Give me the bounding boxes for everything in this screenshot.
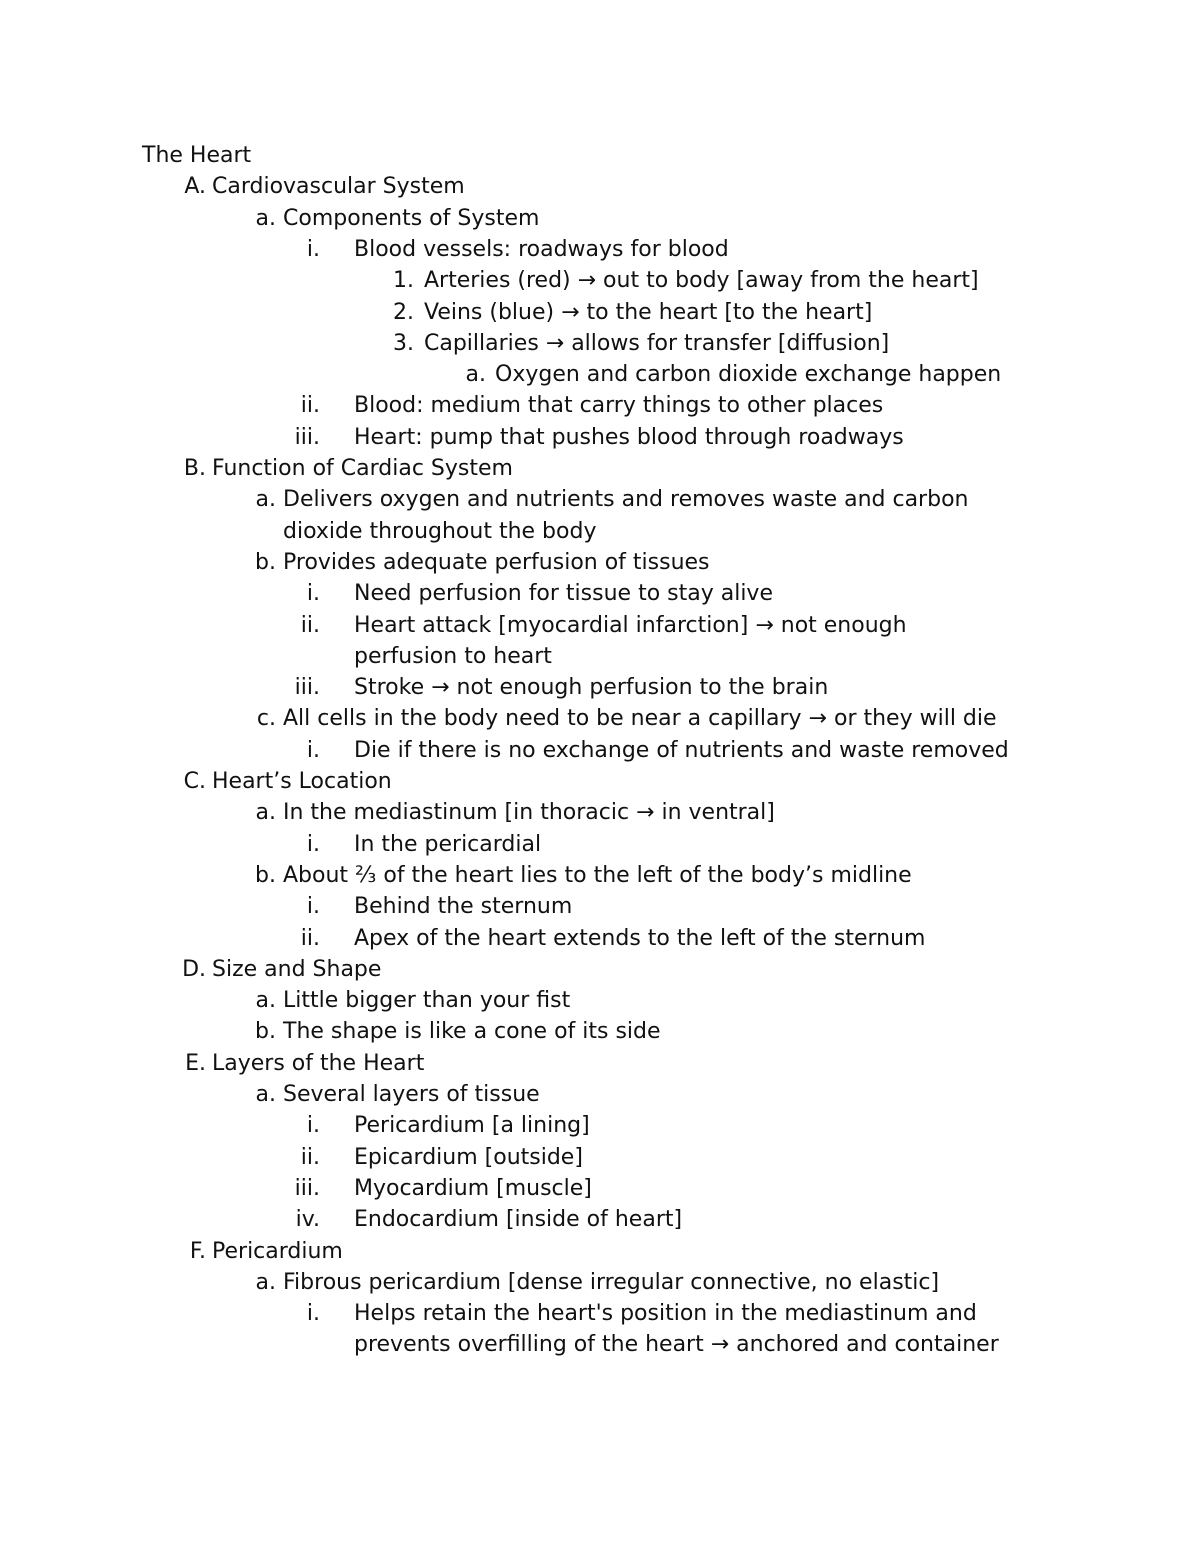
list-marker: i. [306,737,320,763]
outline-line [0,923,1200,954]
outline-line [0,703,1200,734]
list-marker: iii. [294,424,320,450]
outline-line [0,1236,1200,1267]
outline-line [0,203,1200,234]
outline-item-text: Endocardium [inside of heart] [354,1207,683,1233]
list-marker: b. [255,549,276,575]
outline-line [0,891,1200,922]
outline-item-text: In the mediastinum [in thoracic → in ventral] [283,800,775,826]
outline-line [0,672,1200,703]
outline-item-text: About ⅔ of the heart lies to the left of the body’s midline [283,862,912,888]
list-marker: a. [255,1082,276,1107]
list-marker: 2. [393,299,414,325]
outline-item-text: In the pericardial [354,831,542,857]
outline-line [0,390,1200,421]
outline-line [0,1298,1200,1329]
outline-item-text: Arteries (red) → out to body [away from the heart] [424,268,979,294]
outline-line [0,328,1200,359]
outline-item-text: Pericardium [a lining] [354,1113,590,1139]
list-marker: i. [306,1301,320,1327]
outline-item-text: Capillaries → allows for transfer [diffusion] [424,330,890,356]
outline-line [0,1267,1200,1298]
list-marker: 1. [393,268,414,294]
list-marker: b. [255,862,276,888]
outline-item-text: perfusion to heart [354,643,552,669]
outline-item-text: Function of Cardiac System [212,456,513,481]
outline-item-text: Behind the sternum [354,894,573,920]
outline-item-text: Heart attack [myocardial infarction] → not enough [354,612,907,638]
outline-item-text: Provides adequate perfusion of tissues [283,549,710,575]
list-marker: E. [185,1050,206,1076]
list-marker: a. [255,487,276,513]
outline-item-text: Little bigger than your fist [283,988,571,1014]
list-marker: iii. [294,675,320,701]
list-marker: a. [465,362,486,388]
outline-item-text: Blood vessels: roadways for blood [354,236,729,262]
list-marker: F. [189,1238,206,1264]
list-marker: c. [256,706,276,732]
outline-line [0,829,1200,860]
outline-item-text: Apex of the heart extends to the left of the sternum [354,925,926,951]
outline-line [0,265,1200,296]
outline-line [0,1329,1200,1360]
outline-item-text: Layers of the Heart [212,1050,425,1076]
outline-line [0,766,1200,797]
list-marker: ii. [300,925,320,951]
outline-line [0,1204,1200,1235]
list-marker: i. [306,894,320,920]
outline-item-text: Fibrous pericardium [dense irregular connective, no elastic] [283,1269,940,1295]
list-marker: ii. [300,612,320,638]
outline-line [0,297,1200,328]
outline-line [0,547,1200,578]
outline-line [0,610,1200,641]
outline-item-text: Several layers of tissue [283,1082,540,1107]
outline-line [0,422,1200,453]
list-marker: B. [183,456,206,481]
outline-line [0,171,1200,202]
outline-item-text: Blood: medium that carry things to other places [354,393,884,419]
outline-item-text: Helps retain the heart's position in the mediastinum and [354,1301,977,1327]
outline-line [0,797,1200,828]
outline-item-text: Size and Shape [212,956,382,982]
list-marker: iii. [294,1175,320,1201]
outline-item-text: Stroke → not enough perfusion to the brain [354,675,829,701]
outline-line [0,641,1200,672]
list-marker: i. [306,236,320,262]
outline-item-text: All cells in the body need to be near a capillary → or they will die [283,706,997,732]
outline-line [0,1016,1200,1047]
list-marker: i. [306,581,320,607]
list-marker: iv. [295,1207,320,1233]
list-marker: i. [306,831,320,857]
list-marker: b. [255,1019,276,1045]
outline-item-text: Veins (blue) → to the heart [to the heart] [424,299,873,325]
outline-item-text: The shape is like a cone of its side [283,1019,661,1045]
list-marker: ii. [300,1144,320,1170]
outline-line [0,954,1200,985]
list-marker: a. [255,1269,276,1295]
outline-item-text: Pericardium [212,1238,343,1264]
outline-line [0,516,1200,547]
outline-item-text: Myocardium [muscle] [354,1175,592,1201]
outline-line [0,1173,1200,1204]
list-marker: D. [182,956,206,982]
list-marker: ii. [300,393,320,419]
outline-line [0,1079,1200,1110]
outline-line [0,359,1200,390]
outline-line [0,140,1200,171]
outline-item-text: Components of System [283,205,540,231]
outline-line [0,1142,1200,1173]
list-marker: 3. [393,330,414,356]
list-marker: i. [306,1113,320,1139]
outline-item-text: Heart: pump that pushes blood through roadways [354,424,904,450]
outline-line [0,484,1200,515]
list-marker: a. [255,988,276,1014]
outline-item-text: dioxide throughout the body [283,518,597,544]
outline-line [0,1110,1200,1141]
list-marker: C. [183,769,206,794]
outline-line [0,1048,1200,1079]
list-marker: a. [255,800,276,826]
outline-line [0,234,1200,265]
document-title: The Heart [142,143,252,168]
outline-item-text: Die if there is no exchange of nutrients and waste removed [354,737,1009,763]
outline-line [0,860,1200,891]
outline-item-text: Delivers oxygen and nutrients and removes waste and carbon [283,487,969,513]
list-marker: a. [255,205,276,231]
outline-line [0,985,1200,1016]
outline-item-text: Heart’s Location [212,769,392,794]
outline-item-text: Epicardium [outside] [354,1144,583,1170]
outline-item-text: Oxygen and carbon dioxide exchange happen [495,362,1002,388]
outline-line [0,578,1200,609]
outline-item-text: Cardiovascular System [212,174,465,200]
list-marker: A. [184,174,206,200]
outline-line [0,735,1200,766]
outline-line [0,453,1200,484]
outline-item-text: Need perfusion for tissue to stay alive [354,581,773,607]
outline-item-text: prevents overfilling of the heart → anchored and container [354,1332,999,1358]
